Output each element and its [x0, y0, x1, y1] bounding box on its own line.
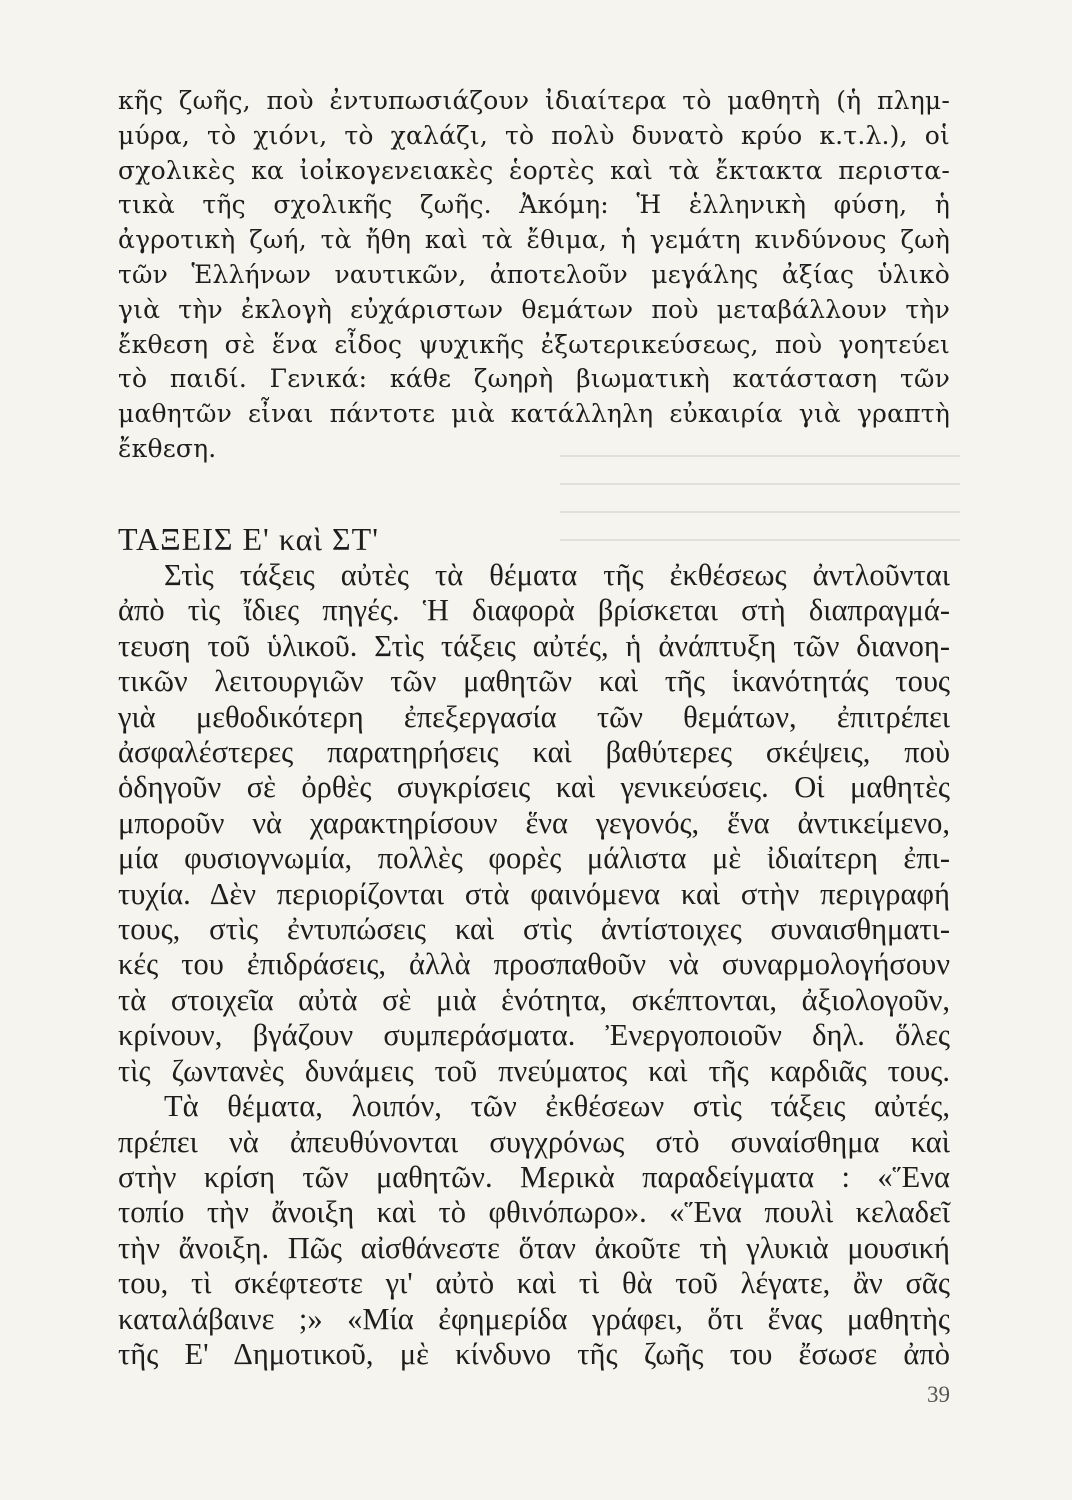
text-line: κῆς ζωῆς, ποὺ ἐντυπωσιάζουν ἰδιαίτερα τὸ μαθητὴ (ἡ πλημ-: [118, 86, 950, 115]
text-line: τυχία. Δὲν περιορίζονται στὰ φαινόμενα καὶ στὴν περιγραφή: [118, 876, 950, 911]
show-through-text: [560, 455, 960, 575]
text-line: του, τὶ σκέφτεστε γι' αὐτὸ καὶ τὶ θὰ τοῦ λέγατε, ἂν σᾶς: [118, 1266, 950, 1301]
text-line: σχολικὲς κα ἰοἰκογενειακὲς ἑορτὲς καὶ τὰ ἔκτακτα περιστα-: [118, 155, 950, 185]
text-line: κές του ἐπιδράσεις, ἀλλὰ προσπαθοῦν νὰ συναρμολογήσουν: [118, 947, 950, 982]
text-line: καταλάβαινε ;» «Μία ἐφημερίδα γράφει, ὅτι ἕνας μαθητὴς: [118, 1301, 950, 1336]
page-number: 39: [927, 1382, 950, 1407]
text-line: τικῶν λειτουργιῶν τῶν μαθητῶν καὶ τῆς ἱκανότητάς τους: [118, 664, 950, 699]
text-line: τους, στὶς ἐντυπώσεις καὶ στὶς ἀντίστοιχες συναισθηματι-: [118, 912, 950, 947]
text-line: ἔκθεση.: [118, 433, 217, 463]
text-line: τοπίο τὴν ἄνοιξη καὶ τὸ φθινόπωρο». «Ἕνα πουλὶ κελαδεῖ: [118, 1195, 950, 1230]
text-line: κρίνουν, βγάζουν συμπεράσματα. Ἐνεργοποιοῦν δηλ. ὅλες: [118, 1018, 950, 1053]
text-line: τῶν Ἑλλήνων ναυτικῶν, ἀποτελοῦν μεγάλης ἀξίας ὑλικὸ: [118, 259, 950, 289]
text-line: μύρα, τὸ χιόνι, τὸ χαλάζι, τὸ πολὺ δυνατὸ κρύο κ.τ.λ.), οἱ: [118, 120, 950, 150]
text-line: γιὰ μεθοδικότερη ἐπεξεργασία τῶν θεμάτων, ἐπιτρέπει: [118, 699, 950, 734]
main-paragraph: [118, 558, 950, 1372]
text-line: ἀγροτικὴ ζωή, τὰ ἤθη καὶ τὰ ἔθιμα, ἡ γεμάτη κινδύνους ζωὴ: [118, 225, 950, 255]
text-line: τικὰ τῆς σχολικῆς ζωῆς. Ἀκόμη: Ἡ ἑλληνικὴ φύση, ἡ: [118, 190, 950, 220]
text-line: τῆς Ε' Δημοτικοῦ, μὲ κίνδυνο τῆς ζωῆς του ἔσωσε ἀπὸ: [118, 1336, 950, 1371]
text-line: τὶς ζωντανὲς δυνάμεις τοῦ πνεύματος καὶ τῆς καρδιᾶς τους.: [118, 1053, 950, 1088]
text-line: τὸ παιδί. Γενικά: κάθε ζωηρὴ βιωματικὴ κατάσταση τῶν: [118, 364, 950, 394]
section-heading: ΤΑΞΕΙΣ Ε' καὶ ΣΤ': [118, 521, 379, 557]
text-line: στὴν κρίση τῶν μαθητῶν. Μερικὰ παραδείγματα : «Ἕνα: [118, 1159, 950, 1194]
text-line: τὴν ἄνοιξη. Πῶς αἰσθάνεστε ὅταν ἀκοῦτε τὴ γλυκιὰ μουσική: [118, 1230, 950, 1265]
text-line: ἀπὸ τὶς ἴδιες πηγές. Ἡ διαφορὰ βρίσκεται στὴ διαπραγμά-: [118, 593, 950, 628]
text-line: γιὰ τὴν ἐκλογὴ εὐχάριστων θεμάτων ποὺ μεταβάλλουν τὴν: [118, 294, 950, 324]
top-paragraph: [118, 84, 950, 467]
text-line: ὁδηγοῦν σὲ ὀρθὲς συγκρίσεις καὶ γενικεύσεις. Οἱ μαθητὲς: [118, 770, 950, 805]
text-line: Τὰ θέματα, λοιπόν, τῶν ἐκθέσεων στὶς τάξεις αὐτές,: [164, 1089, 950, 1124]
text-line: Στὶς τάξεις αὐτὲς τὰ θέματα τῆς ἐκθέσεως ἀντλοῦνται: [164, 558, 950, 592]
text-line: μία φυσιογνωμία, πολλὲς φορὲς μάλιστα μὲ ἰδιαίτερη ἐπι-: [118, 841, 950, 876]
text-line: ἔκθεση σὲ ἕνα εἶδος ψυχικῆς ἐξωτερικεύσεως, ποὺ γοητεύει: [118, 329, 950, 359]
text-line: μποροῦν νὰ χαρακτηρίσουν ἕνα γεγονός, ἕνα ἀντικείμενο,: [118, 805, 950, 840]
text-line: πρέπει νὰ ἀπευθύνονται συγχρόνως στὸ συναίσθημα καὶ: [118, 1124, 950, 1159]
text-line: τὰ στοιχεῖα αὐτὰ σὲ μιὰ ἑνότητα, σκέπτονται, ἀξιολογοῦν,: [118, 982, 950, 1017]
text-line: τευση τοῦ ὑλικοῦ. Στὶς τάξεις αὐτές, ἡ ἀνάπτυξη τῶν διανοη-: [118, 628, 950, 663]
text-line: μαθητῶν εἶναι πάντοτε μιὰ κατάλληλη εὐκαιρία γιὰ γραπτὴ: [118, 399, 950, 429]
text-line: ἀσφαλέστερες παρατηρήσεις καὶ βαθύτερες σκέψεις, ποὺ: [118, 735, 950, 770]
